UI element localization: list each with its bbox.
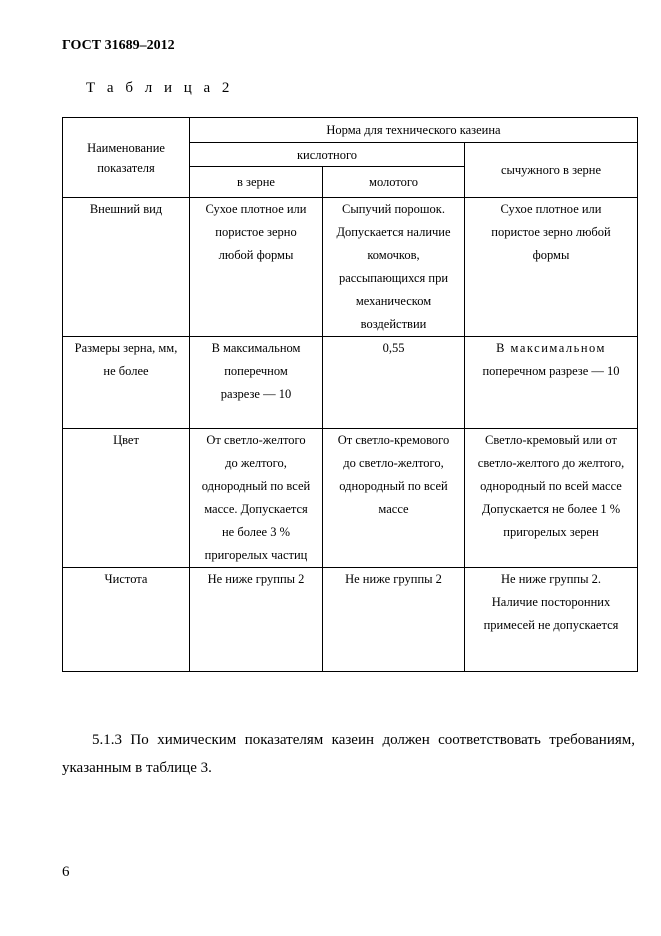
- cell-acid-milled: От светло-кремового до светло-желтого, однородный по всей массе: [323, 429, 465, 568]
- header-acid: кислотного: [190, 143, 465, 167]
- row-name: Внешний вид: [63, 198, 190, 337]
- header-norm: Норма для технического казеина: [190, 118, 638, 143]
- table-caption: Т а б л и ц а 2: [86, 80, 234, 96]
- cell-acid-milled: Сыпучий порошок. Допускается наличие комочков, рассыпающихся при механическом воздействии: [323, 198, 465, 337]
- header-rennet: сычужного в зерне: [465, 143, 638, 198]
- header-acid-grain: в зерне: [190, 167, 323, 198]
- table-row: [63, 198, 638, 337]
- cell-rennet: Светло-кремовый или от светло-желтого до желтого, однородный по всей массе Допускается не более 1 % пригорелых зерен: [465, 429, 638, 568]
- properties-table: [62, 117, 638, 672]
- header-acid-milled: молотого: [323, 167, 465, 198]
- cell-acid-grain: Не ниже группы 2: [190, 568, 323, 672]
- row-name: Размеры зерна, мм, не более: [63, 337, 190, 429]
- document-header: ГОСТ 31689–2012: [62, 38, 175, 53]
- table-row: [63, 568, 638, 672]
- header-indicator-name: Наименование показателя: [63, 118, 190, 198]
- cell-acid-grain: От светло-желтого до желтого, однородный по всей массе. Допускается не более 3 % пригорелых частиц: [190, 429, 323, 568]
- cell-acid-grain: В максимальном поперечном разрезе — 10: [190, 337, 323, 429]
- table-row: [63, 429, 638, 568]
- cell-rennet: В максимальном поперечном разрезе — 10: [465, 337, 638, 429]
- cell-acid-milled: 0,55: [323, 337, 465, 429]
- body-paragraph: 5.1.3 По химическим показателям казеин должен соответствовать требованиям, указанным в таблице 3.: [62, 732, 635, 776]
- table-row: [63, 337, 638, 429]
- row-name: Цвет: [63, 429, 190, 568]
- cell-rennet: Сухое плотное или пористое зерно любой формы: [465, 198, 638, 337]
- row-name: Чистота: [63, 568, 190, 672]
- cell-acid-milled: Не ниже группы 2: [323, 568, 465, 672]
- cell-rennet: Не ниже группы 2. Наличие посторонних примесей не допускается: [465, 568, 638, 672]
- page-number: 6: [62, 864, 70, 880]
- cell-acid-grain: Сухое плотное или пористое зерно любой формы: [190, 198, 323, 337]
